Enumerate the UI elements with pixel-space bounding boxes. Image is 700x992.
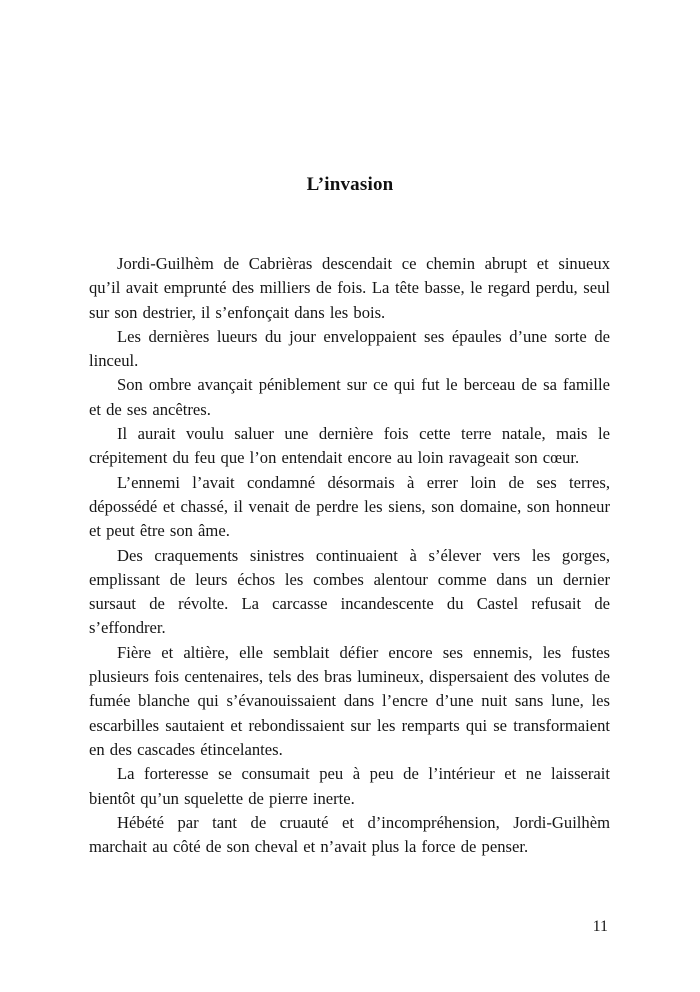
chapter-title: L’invasion	[306, 174, 394, 195]
paragraph: La forteresse se consumait peu à peu de l’intérieur et ne laisserait bientôt qu’un squelette de pierre inerte.	[89, 764, 610, 808]
paragraph: Hébété par tant de cruauté et d’incompréhension, Jordi-Guilhèm marchait au côté de son cheval et n’avait plus la force de penser.	[89, 812, 610, 857]
paragraph: L’ennemi l’avait condamné désormais à errer loin de ses terres, dépossédé et chassé, il venait de perdre les siens, son domaine, son honneur et peut être son âme.	[89, 472, 610, 541]
paragraph: Jordi-Guilhèm de Cabrièras descendait ce chemin abrupt et sinueux qu’il avait emprunté des milliers de fois. La tête basse, le regard perdu, seul sur son destrier, il s’enfonçait dans les bois.	[89, 254, 610, 322]
page-number: 11	[592, 918, 608, 935]
paragraph: Son ombre avançait péniblement sur ce qui fut le berceau de sa famille et de ses ancêtres.	[89, 375, 610, 419]
paragraph: Fière et altière, elle semblait défier encore ses ennemis, les fustes plusieurs fois centenaires, tels des bras lumineux, dispersaient des volutes de fumée blanche qui s’évanouissaient dans l’encre d’une nuit sans lune, les escarbilles sautaient et rebondissaient sur les remparts qui se transformaient en des cascades étincelantes.	[89, 642, 610, 759]
paragraph: Des craquements sinistres continuaient à s’élever vers les gorges, emplissant de leurs échos les combes alentour comme dans un dernier sursaut de révolte. La carcasse incandescente du Castel refusait de s’effondrer.	[89, 545, 610, 638]
paragraph: Les dernières lueurs du jour enveloppaient ses épaules d’une sorte de linceul.	[89, 326, 610, 371]
chapter-body	[89, 252, 610, 859]
paragraph: Il aurait voulu saluer une dernière fois cette terre natale, mais le crépitement du feu que l’on entendait encore au loin ravageait son cœur.	[89, 424, 610, 468]
